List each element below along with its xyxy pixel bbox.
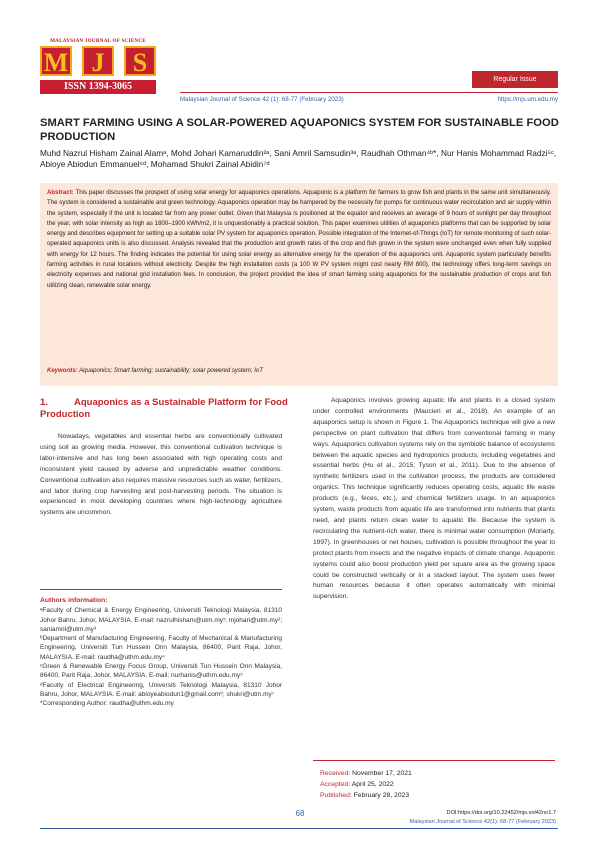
affiliations-divider xyxy=(40,589,282,590)
author-list: Muhd Nazrul Hisham Zainal Alamᵃ, Mohd Johari Kamaruddin²ᵃ, Sani Amril Samsudin³ᵃ, Raudhah Othman⁴ᵇ*, Nur Hanis Mohammad Radzi⁵ᶜ, Abioye Abiodun Emmanuel⁶ᵈ, Mohamad Shukri Zainal Abidin⁷ᵈ xyxy=(40,148,557,170)
logo-letter-s: S xyxy=(124,46,156,76)
footer-citation: Malaysian Journal of Science 42(1): 68-77 (February 2023) xyxy=(409,818,556,825)
header-divider xyxy=(180,92,558,93)
page-number: 68 xyxy=(295,809,305,818)
paragraph-1: Nowadays, vegetables and essential herbs are conventionally cultivated using soil as growing media. However, this conventional cultivation technique is labor-intensive and has long been associated with high operating costs and inconsistent yield caused by adverse and unpredictable weather conditions. Conventional cultivation also requires massive resources such as water, fertilizers, and labor during crop harvesting and post-harvesting periods. The situation is experienced in most developing countries where high-technology agriculture systems are uncommon. xyxy=(40,433,282,517)
accepted-date: Accepted: April 25, 2022 xyxy=(320,781,394,788)
paragraph-2: Aquaponics involves growing aquatic life and plants in a closed system under controlled environments (Maucieri et al., 2018). An example of an aquaponics setup is shown in Figure 1. The Aquaponics technique will give a new perspective on plant cultivation that differs from conventional farming in many ways. Aquaponics cultivation systems rely on the symbiotic balance of ecosystems between the aquatic species and hydroponics products, including vegetables and essential herbs (Hu et al., 2015; Tyson et al., 2011). Due to the absence of synthetic fertilizers used in the cultivation process, the products are considered organics. This technique significantly reduces operating costs, aquatic life waste products (e.g., feces, etc.), and chemical fertilizers usage. In an aquaponics system, waste products from aquatic life are transformed into nutrients that plants need, and plants return clean water to aquatic life. Because the system is recirculating the nutrient-rich water, there is minimal water consumption (Moriarty, 1997). In greenhouses or net houses, cultivation is possible throughout the year to protect plants from insects and the negative impacts of climate change. Aquaponic systems could also boost production yield per square area as the growing space could be constructed vertically or in a stacked layout. The system uses fewer human resources because it often operates automatically with minimal supervision. xyxy=(313,397,555,601)
section-number: 1. xyxy=(40,397,48,408)
issue-type-badge: Regular Issue xyxy=(472,71,558,88)
affiliations-heading: Authors information: xyxy=(40,597,108,604)
header-citation: Malaysian Journal of Science 42 (1): 68-77 (February 2023) xyxy=(180,96,344,103)
abstract-label: Abstract: xyxy=(47,189,74,196)
section-title: Aquaponics as a Sustainable Platform for Food Production xyxy=(40,397,288,420)
abstract-text: This paper discusses the prospect of using solar energy for aquaponics operations. Aquaponic is a platform for farmers to grow fish and plants in the same unit simultaneously. The system is considered a sustainable and green technology. Aquaponics operation may be hampered by the necessity for pumps for continuous water recirculation and air supply within the system, especially if the unit is located far from any power outlet. Given that Malaysia is positioned at the equator and receives an average of 9 hours of sunlight per day throughout the year, with solar intensity as high as 1800–1900 kWh/m2, it is unquestionably a practical solution. This paper examines utilities of aquaponics platforms that can be supported by solar energy and describes equipment for setting up a suitable solar PV system for aquaponics operation. Possible integration of the Internet-of-Things (IoT) for remote monitoring of such solar-operated aquaponics units is also discussed. Analysis revealed that the production and growth rates of the crop and fish grown in the system were unchanged even when fully supplied with energy for 12 hours. The finding indicates the potential for using solar energy as alternative energy for the operation of the aquaponics unit. Aquaponic system particularly benefits farming activities in rural locations without electricity. Despite the high installation costs (a 100 W PV system might cost nearly RM 800), the technology offers long-term savings on electricity expenses and national grid installation fees. In conclusion, the project provided the idea of smart farming using aquaponics for the sustainable production of crops and fish utilizing clean, renewable solar energy. xyxy=(47,189,551,289)
keywords-label: Keywords: xyxy=(47,368,78,374)
history-divider xyxy=(313,760,555,761)
footer-divider xyxy=(40,828,558,829)
logo-letter-j: J xyxy=(82,46,114,76)
journal-logo-name: MALAYSIAN JOURNAL OF SCIENCE xyxy=(50,38,146,44)
keywords xyxy=(47,366,263,376)
keywords-text: Aquaponics; Smart farming; sustainability; solar powered system; IoT xyxy=(77,368,263,374)
affiliation-item: ᵇDepartment of Manufacturing Engineering, Faculty of Mechanical & Manufacturing Engineering, Universiti Tun Hussein Onn Malaysia, 86400, Parit Raja, Johor, MALAYSIA. E-mail: raudha@uthm.edu.my⁴ xyxy=(40,635,282,661)
doi-link[interactable]: DOI:https://doi.org/10.22452/mjs.vol42no1.7 xyxy=(446,810,556,816)
section-heading xyxy=(40,397,290,420)
abstract-box xyxy=(40,183,558,386)
author-affiliations xyxy=(40,596,282,709)
right-column-body xyxy=(313,396,555,603)
affiliation-item: ᶜGreen & Renewable Energy Focus Group, Universiti Tun Hussein Onn Malaysia, 86400, Parit Raja, Johor, MALAYSIA. E-mail: nurhanis@uthm.edu.my⁵ xyxy=(40,663,282,680)
logo-issn: ISSN 1394-3065 xyxy=(40,80,156,94)
footer-doi xyxy=(380,809,556,826)
published-date: Published: February 28, 2023 xyxy=(320,792,410,799)
article-history xyxy=(320,768,412,801)
left-column-body xyxy=(40,432,282,519)
affiliation-item: ᵃFaculty of Chemical & Energy Engineering, Universiti Teknologi Malaysia, 81310 Johor Bahru, Johor, MALAYSIA. E-mail: nazrulhisham@utm.my¹; mjohari@utm.my²; saniamril@utm.my³ xyxy=(40,607,282,633)
journal-url-link[interactable]: https://mjs.um.edu.my xyxy=(497,96,558,103)
logo-letter-m: M xyxy=(40,46,72,76)
affiliation-item: ᵈFaculty of Electrical Engineering, Universiti Teknologi Malaysia, 81310 Johor Bahru, Johor, MALAYSIA. E-mail: abioyeabiodun1@gmail.com⁶; shukri@utm.my⁷ xyxy=(40,681,282,698)
received-date: Received: November 17, 2021 xyxy=(320,770,412,777)
corresponding-author: *Corresponding Author: raudha@uthm.edu.my xyxy=(40,700,174,708)
journal-logo xyxy=(40,46,156,80)
article-title: SMART FARMING USING A SOLAR-POWERED AQUAPONICS SYSTEM FOR SUSTAINABLE FOOD PRODUCTION xyxy=(40,117,559,143)
